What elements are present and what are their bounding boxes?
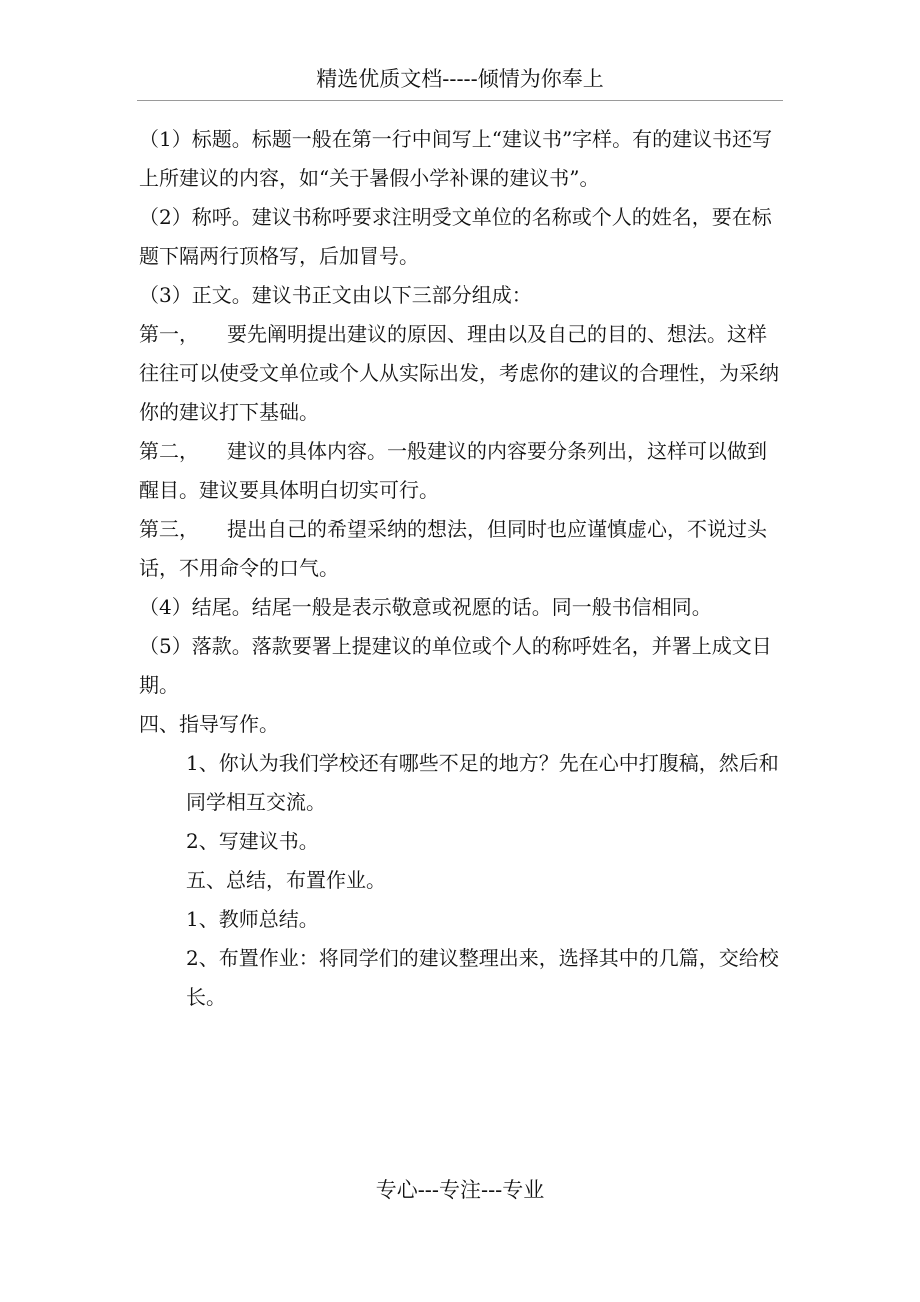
list-item-first [139,315,785,432]
document-body [139,120,785,1017]
paragraph-summary-step-1: 1、教师总结。 [186,907,319,931]
list-item-text: 建议的具体内容。一般建议的内容要分条列出，这样可以做到醒目。建议要具体明白切实可行。 [139,439,767,502]
header-divider [137,100,783,101]
page-header: 精选优质文档-----倾情为你奉上 [316,67,604,91]
paragraph-writing-step-2: 2、写建议书。 [186,829,319,853]
list-item-lead: 第一， [139,322,199,346]
page-footer: 专心---专注---专业 [375,1178,545,1202]
list-item-third [139,510,785,588]
paragraph-body-section: （3）正文。建议书正文由以下三部分组成： [139,283,532,307]
section-heading-summary: 五、总结，布置作业。 [186,868,386,892]
list-item-lead: 第二， [139,439,199,463]
paragraph-salutation-section: （2）称呼。建议书称呼要求注明受文单位的名称或个人的姓名，要在标题下隔两行顶格写，后加冒号。 [139,205,772,268]
list-item-second [139,432,785,510]
list-item-lead: 第三， [139,517,199,541]
section-heading-guided-writing: 四、指导写作。 [139,712,279,736]
paragraph-closing-section: （4）结尾。结尾一般是表示敬意或祝愿的话。同一般书信相同。 [139,595,712,619]
paragraph-summary-step-2: 2、布置作业：将同学们的建议整理出来，选择其中的几篇，交给校长。 [186,946,779,1009]
paragraph-signature-section: （5）落款。落款要署上提建议的单位或个人的称呼姓名，并署上成文日期。 [139,634,772,697]
paragraph-writing-step-1: 1、你认为我们学校还有哪些不足的地方？先在心中打腹稿，然后和同学相互交流。 [186,751,779,814]
list-item-text: 提出自己的希望采纳的想法，但同时也应谨慎虚心，不说过头话，不用命令的口气。 [139,517,767,580]
list-item-text: 要先阐明提出建议的原因、理由以及自己的目的、想法。这样往往可以使受文单位或个人从实际出发，考虑你的建议的合理性，为采纳你的建议打下基础。 [139,322,779,424]
paragraph-title-section: （1）标题。标题一般在第一行中间写上“建议书”字样。有的建议书还写上所建议的内容，如“关于暑假小学补课的建议书”。 [139,127,773,190]
